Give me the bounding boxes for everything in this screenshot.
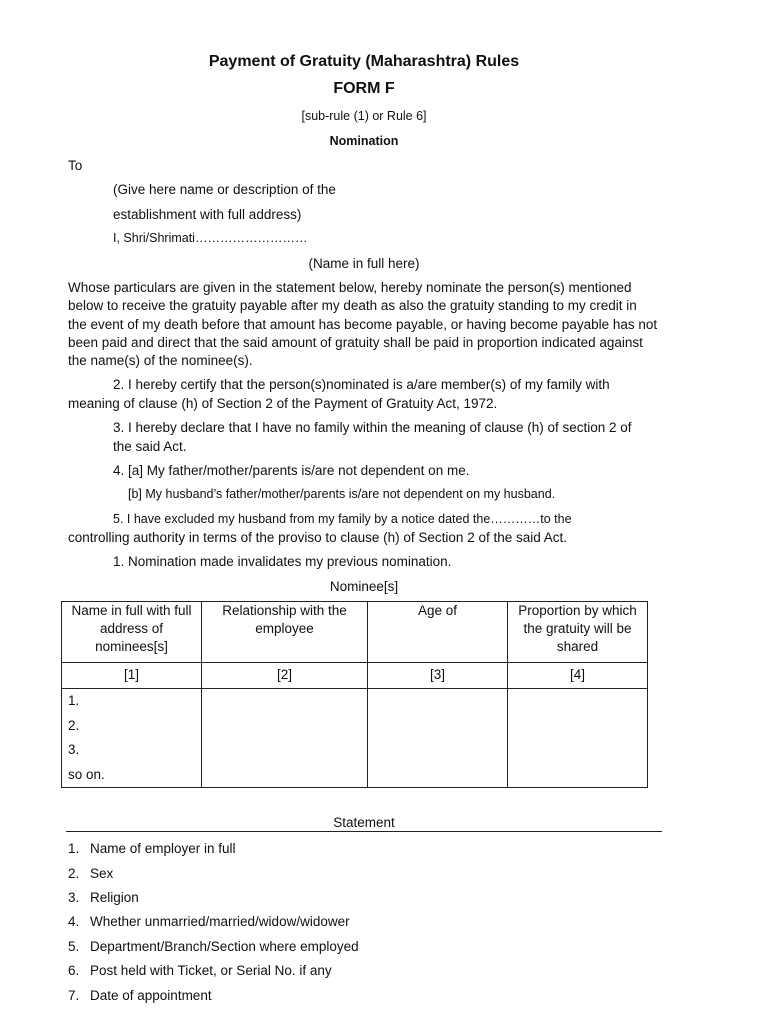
statement-item-text: Post held with Ticket, or Serial No. if any bbox=[90, 963, 332, 978]
proportion-cell bbox=[508, 689, 648, 788]
statement-item bbox=[68, 865, 113, 883]
statement-item-number: 1. bbox=[68, 841, 80, 856]
declaration-2-line1: 2. I hereby certify that the person(s)nominated is a/are member(s) of my family with bbox=[113, 377, 610, 392]
declaration-4a: 4. [a] My father/mother/parents is/are not dependent on me. bbox=[113, 463, 470, 478]
declaration-invalidation: 1. Nomination made invalidates my previous nomination. bbox=[113, 554, 452, 569]
statement-item bbox=[68, 987, 212, 1005]
statement-item bbox=[68, 962, 332, 980]
nominee-entries-cell bbox=[62, 689, 202, 788]
declaration-2-line2: meaning of clause (h) of Section 2 of the Payment of Gratuity Act, 1972. bbox=[68, 396, 498, 411]
establishment-instruction-line2: establishment with full address) bbox=[113, 207, 302, 222]
column-number: [3] bbox=[368, 663, 508, 689]
statement-item bbox=[68, 938, 359, 956]
statement-item-number: 5. bbox=[68, 939, 80, 954]
column-number: [4] bbox=[508, 663, 648, 689]
declaration-3-line1: 3. I hereby declare that I have no family within the meaning of clause (h) of section 2 of bbox=[113, 420, 632, 435]
header-age: Age of bbox=[368, 602, 508, 663]
statement-item-number: 2. bbox=[68, 866, 80, 881]
nominee-row-label: 3. bbox=[68, 742, 80, 757]
statement-item-text: Date of appointment bbox=[90, 988, 212, 1003]
statement-item bbox=[68, 840, 236, 858]
statement-item-text: Whether unmarried/married/widow/widower bbox=[90, 914, 350, 929]
nominee-table-number-row bbox=[62, 663, 648, 689]
statement-item-text: Sex bbox=[90, 866, 114, 881]
name-hint: (Name in full here) bbox=[308, 256, 420, 271]
statement-item-number: 4. bbox=[68, 914, 80, 929]
statement-item-number: 6. bbox=[68, 963, 80, 978]
relationship-cell bbox=[202, 689, 368, 788]
nominee-table-entry-row bbox=[62, 689, 648, 788]
nominee-row-label: so on. bbox=[68, 766, 105, 782]
column-number: [2] bbox=[202, 663, 368, 689]
header-proportion: Proportion by which the gratuity will be shared bbox=[508, 602, 648, 663]
statement-item-text: Religion bbox=[90, 890, 139, 905]
declaration-4b: [b] My husband’s father/mother/parents is/are not dependent on my husband. bbox=[128, 487, 556, 501]
statement-item-text: Name of employer in full bbox=[90, 841, 236, 856]
statement-item-number: 3. bbox=[68, 890, 80, 905]
nominee-table bbox=[61, 601, 648, 788]
statement-divider bbox=[66, 831, 662, 832]
statement-item bbox=[68, 913, 350, 931]
nominee-caption: Nominee[s] bbox=[329, 579, 399, 594]
statement-item bbox=[68, 889, 139, 907]
nominator-name-line: I, Shri/Shrimati……………………… bbox=[113, 231, 308, 245]
header-relationship: Relationship with the employee bbox=[202, 602, 368, 663]
section-heading-nomination: Nomination bbox=[329, 134, 399, 148]
intro-paragraph: Whose particulars are given in the statement below, hereby nominate the person(s) mentioned below to receive the gratuity payable after my death as also the gratuity standing to my credit in the event of my death before that amount has become payable, or having become payable has not been paid and direct that the said amount of gratuity shall be paid in proportion indicated against the name(s) of the nominee(s). bbox=[68, 280, 658, 369]
declaration-5-line1: 5. I have excluded my husband from my family by a notice dated the…………to the bbox=[113, 512, 572, 526]
header-name-address: Name in full with full address of nominees[s] bbox=[62, 602, 202, 663]
age-cell bbox=[368, 689, 508, 788]
declaration-3-line2: the said Act. bbox=[113, 439, 187, 454]
statement-item-number: 7. bbox=[68, 988, 80, 1003]
column-number: [1] bbox=[62, 663, 202, 689]
statement-item-text: Department/Branch/Section where employed bbox=[90, 939, 359, 954]
establishment-instruction-line1: (Give here name or description of the bbox=[113, 182, 336, 197]
nominee-row-label: 2. bbox=[68, 717, 80, 733]
statement-caption: Statement bbox=[333, 815, 395, 830]
form-title: Payment of Gratuity (Maharashtra) Rules bbox=[208, 53, 520, 70]
sub-rule-reference: [sub-rule (1) or Rule 6] bbox=[301, 109, 427, 123]
nominee-row-label: 1. bbox=[68, 693, 80, 708]
addressee-to: To bbox=[68, 158, 83, 173]
declaration-5-line2: controlling authority in terms of the proviso to clause (h) of Section 2 of the said Act. bbox=[68, 530, 568, 545]
form-number: FORM F bbox=[333, 80, 395, 97]
nominee-table-header-row bbox=[62, 602, 648, 663]
